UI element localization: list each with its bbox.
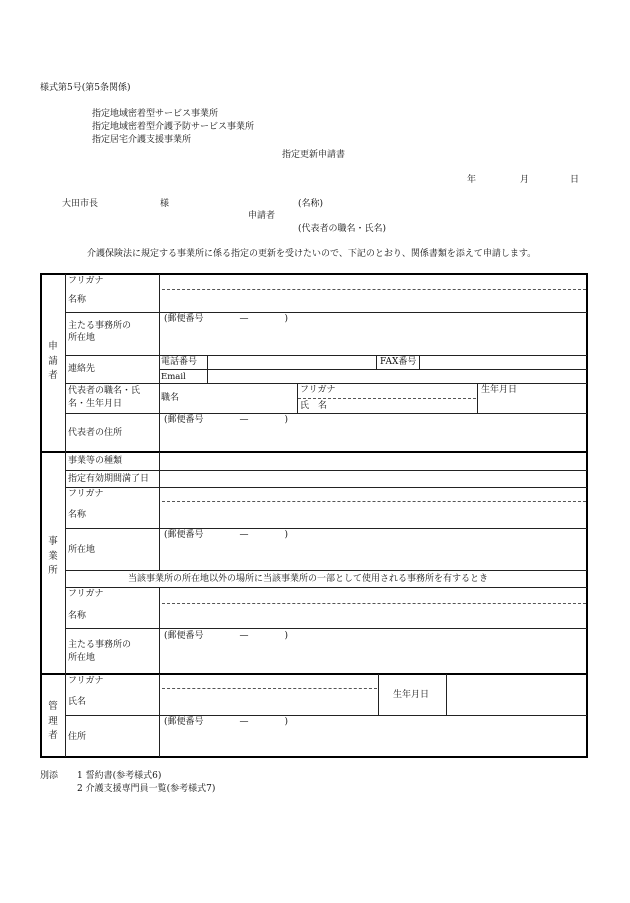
applicant-label: 申請者 — [248, 211, 276, 221]
cell-line — [378, 674, 379, 715]
manager-furigana-dash — [162, 688, 377, 689]
manager-address-label: 住所 — [68, 732, 87, 742]
applicant-rep-address-label: 代表者の住所 — [68, 428, 123, 438]
facility-furigana-dash — [162, 501, 586, 502]
row-line — [66, 528, 587, 529]
applicant-contact-label: 連絡先 — [68, 364, 96, 374]
applicant-rep-label-1: 代表者の職名・氏 — [68, 386, 141, 396]
applicant-office-address-field[interactable] — [161, 326, 586, 354]
applicant-rep-label: (代表者の職名・氏名) — [298, 224, 387, 234]
business-type-1: 指定地域密着型サービス事業所 — [92, 109, 219, 119]
facility-name-field[interactable] — [161, 503, 586, 527]
applicant-furigana-dash — [162, 289, 586, 290]
addressee-mayor: 大田市長 — [62, 199, 99, 209]
branch-office-label-2: 所在地 — [68, 653, 96, 663]
manager-name-field[interactable] — [161, 690, 376, 714]
date-year: 年 — [467, 175, 477, 185]
date-day: 日 — [570, 175, 580, 185]
applicant-rep-name-label: 氏 名 — [300, 401, 328, 411]
branch-office-label-1: 主たる事務所の — [68, 640, 132, 650]
facility-address-label: 所在地 — [68, 545, 96, 555]
branch-office-address-field[interactable] — [161, 643, 586, 672]
branch-furigana-label: フリガナ — [68, 589, 104, 599]
facility-expiry-label: 指定有効期間満了日 — [68, 474, 150, 484]
manager-address-field[interactable] — [161, 729, 586, 756]
section-label-facility: 事業所 — [48, 536, 58, 577]
row-line — [66, 413, 587, 414]
applicant-rep-label-2: 名・生年月日 — [68, 399, 123, 409]
applicant-birth-field[interactable] — [478, 396, 586, 412]
date-month: 月 — [520, 175, 530, 185]
applicant-office-label-1: 主たる事務所の — [68, 321, 132, 331]
applicant-email-label: Email — [161, 372, 186, 382]
applicant-rep-furigana-label: フリガナ — [300, 385, 336, 395]
facility-postal: (郵便番号 — ) — [164, 530, 289, 540]
row-line — [66, 487, 587, 488]
branch-name-field[interactable] — [161, 605, 586, 627]
applicant-rep-name-field[interactable] — [340, 399, 476, 412]
applicant-office-label-2: 所在地 — [68, 333, 96, 343]
applicant-rep-title-field[interactable] — [185, 385, 295, 411]
addressee-honorific: 様 — [160, 199, 170, 209]
facility-kind-label: 事業等の種類 — [68, 456, 123, 466]
applicant-phone-field[interactable] — [208, 356, 375, 369]
facility-kind-field[interactable] — [161, 453, 586, 468]
applicant-rep-address-field[interactable] — [161, 427, 586, 450]
business-type-3: 指定居宅介護支援事業所 — [92, 135, 192, 145]
manager-furigana-label: フリガナ — [68, 676, 104, 686]
facility-name-label: 名称 — [68, 510, 87, 520]
section-label-applicant: 申請者 — [48, 341, 58, 382]
attachment-item-1: 1 誓約書(参考様式6) — [77, 771, 162, 781]
applicant-title-label: 職名 — [161, 393, 180, 403]
applicant-birth-label: 生年月日 — [481, 385, 518, 395]
facility-furigana-label: フリガナ — [68, 489, 104, 499]
applicant-fax-field[interactable] — [420, 356, 586, 369]
cell-line — [376, 355, 377, 369]
branch-postal: (郵便番号 — ) — [164, 631, 289, 641]
row-line — [66, 570, 587, 571]
manager-postal: (郵便番号 — ) — [164, 717, 289, 727]
row-line — [66, 383, 587, 384]
facility-expiry-field[interactable] — [161, 471, 586, 486]
section-column-line — [65, 274, 66, 757]
applicant-name-label-cell: 名称 — [68, 295, 87, 305]
applicant-furigana-label: フリガナ — [68, 276, 104, 286]
facility-branch-note: 当該事業所の所在地以外の場所に当該事業所の一部として使用される事務所を有するとき — [128, 574, 489, 584]
attachment-item-2: 2 介護支援専門員一覧(参考様式7) — [77, 784, 216, 794]
applicant-name-label: (名称) — [298, 199, 324, 209]
facility-address-field[interactable] — [161, 542, 586, 569]
row-line — [66, 312, 587, 313]
applicant-name-field[interactable] — [161, 291, 586, 311]
branch-furigana-dash — [162, 603, 586, 604]
row-line — [66, 587, 587, 588]
manager-birth-label: 生年月日 — [393, 690, 430, 700]
manager-birth-field[interactable] — [447, 675, 586, 714]
branch-name-label: 名称 — [68, 611, 87, 621]
form-number: 様式第5号(第5条関係) — [40, 83, 131, 93]
attachments-label: 別添 — [40, 771, 59, 781]
intro-text: 介護保険法に規定する事業所に係る指定の更新を受けたいので、下記のとおり、関係書類を添えて申請します。 — [87, 249, 537, 259]
business-type-2: 指定地域密着型介護予防サービス事業所 — [92, 122, 255, 132]
section-label-manager: 管理者 — [48, 701, 58, 742]
applicant-label-column-line — [159, 274, 160, 451]
applicant-fax-label: FAX番号 — [380, 357, 417, 367]
row-line — [66, 628, 587, 629]
row-line — [66, 715, 587, 716]
page-title: 指定更新申請書 — [282, 150, 346, 160]
facility-branch-column-line — [159, 587, 160, 673]
applicant-phone-label: 電話番号 — [161, 357, 198, 367]
manager-name-label: 氏名 — [68, 697, 87, 707]
applicant-office-postal: (郵便番号 — ) — [164, 314, 289, 324]
applicant-email-field[interactable] — [208, 370, 586, 383]
applicant-rep-postal: (郵便番号 — ) — [164, 415, 289, 425]
